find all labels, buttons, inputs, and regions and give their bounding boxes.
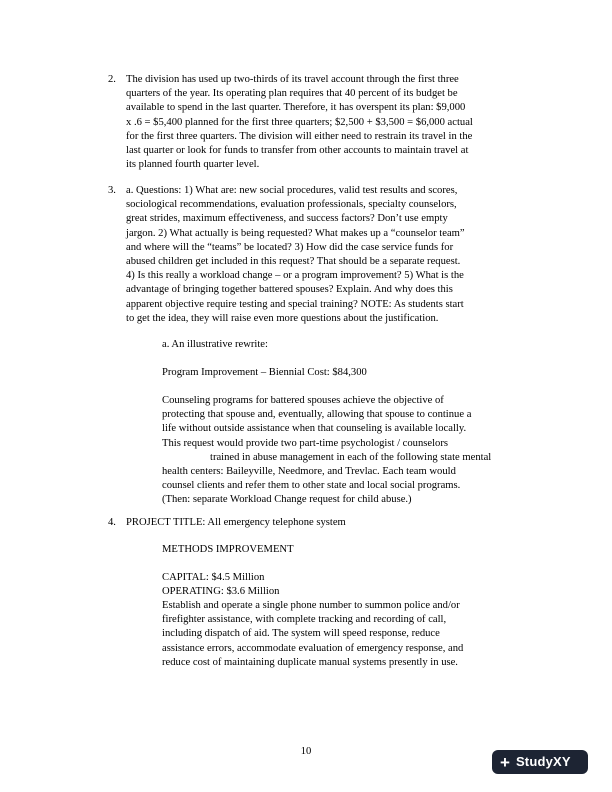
project-description [162, 599, 522, 670]
item-2-number: 2. [108, 74, 116, 85]
item-3-line: to get the idea, they will raise even more questions about the justification. [126, 312, 439, 324]
rewrite-title: Program Improvement – Biennial Cost: $84,300 [162, 367, 367, 378]
project-line: Establish and operate a single phone number to summon police and/or [162, 600, 460, 611]
project-operating: OPERATING: $3.6 Million [162, 586, 280, 597]
rewrite-line: trained in abuse management in each of the following state mental [210, 451, 492, 463]
project-line: firefighter assistance, with complete tracking and recording of call, [162, 614, 447, 626]
item-3-line: 4) Is this really a workload change – or a program improvement? 5) What is the [126, 270, 464, 282]
rewrite-line: This request would provide two part-time psychologist / counselors [162, 437, 448, 449]
item-3-line: jargon. 2) What actually is being requested? What makes up a “counselor team” [126, 227, 465, 239]
item-3-line: sociological recommendations, evaluation professionals, specialty counselors, [126, 199, 457, 211]
project-line: reduce cost of maintaining duplicate manual systems presently in use. [162, 656, 458, 668]
item-2-line: available to spend in the last quarter. Therefore, it has overspent its plan: $9,000 [126, 102, 466, 114]
item-2-line: quarters of the year. Its operating plan requires that 40 percent of its budget be [126, 88, 458, 100]
item-2-line: for the first three quarters. The division will either need to restrain its travel in the [126, 130, 473, 142]
item-3-questions [126, 184, 521, 326]
item-2-line: last quarter or look for funds to transfer from other accounts to maintain travel at [126, 145, 469, 157]
item-2-paragraph [126, 73, 521, 172]
plus-icon: + [500, 752, 510, 772]
item-3-line: apparent objective require testing and special training? NOTE: As students start [126, 298, 464, 310]
item-3-line: great strides, maximum effectiveness, and success factors? Don’t use empty [126, 213, 448, 225]
rewrite-line: life without outside assistance when that counseling is available locally. [162, 423, 467, 435]
rewrite-line: (Then: separate Workload Change request for child abuse.) [162, 494, 412, 506]
project-title: PROJECT TITLE: All emergency telephone system [126, 517, 346, 528]
project-capital: CAPITAL: $4.5 Million [162, 572, 265, 583]
project-line: including dispatch of aid. The system will speed response, reduce [162, 628, 440, 640]
item-2-line: its planned fourth quarter level. [126, 159, 260, 171]
project-line: assistance errors, accommodate evaluation of emergency response, and [162, 642, 464, 654]
rewrite-line: Counseling programs for battered spouses achieve the objective of [162, 395, 444, 406]
project-category: METHODS IMPROVEMENT [162, 544, 294, 555]
item-3-line: abused children get included in this request? That should be a separate request. [126, 256, 461, 268]
item-3-number: 3. [108, 185, 116, 196]
item-4-number: 4. [108, 517, 116, 528]
rewrite-paragraph [162, 394, 522, 508]
page-number: 10 [300, 746, 312, 757]
rewrite-line: counsel clients and refer them to other state and local social programs. [162, 480, 461, 492]
item-3-line: a. Questions: 1) What are: new social procedures, valid test results and scores, [126, 185, 458, 196]
rewrite-line: health centers: Baileyville, Needmore, and Trevlac. Each team would [162, 466, 456, 478]
item-2-line: The division has used up two-thirds of its travel account through the first three [126, 74, 459, 85]
item-3-line: advantage of bringing together battered spouses? Explain. And why does this [126, 284, 453, 296]
rewrite-line: protecting that spouse and, eventually, allowing that spouse to continue a [162, 409, 472, 421]
item-3-line: and where will the “teams” be located? 3) How did the case service funds for [126, 241, 454, 253]
rewrite-sub-label: a. An illustrative rewrite: [162, 339, 268, 350]
studyxy-badge[interactable] [492, 750, 588, 774]
item-2-line: x .6 = $5,400 planned for the first three quarters; $2,500 + $3,500 = $6,000 actual [126, 116, 473, 128]
badge-label: StudyXY [515, 753, 571, 769]
